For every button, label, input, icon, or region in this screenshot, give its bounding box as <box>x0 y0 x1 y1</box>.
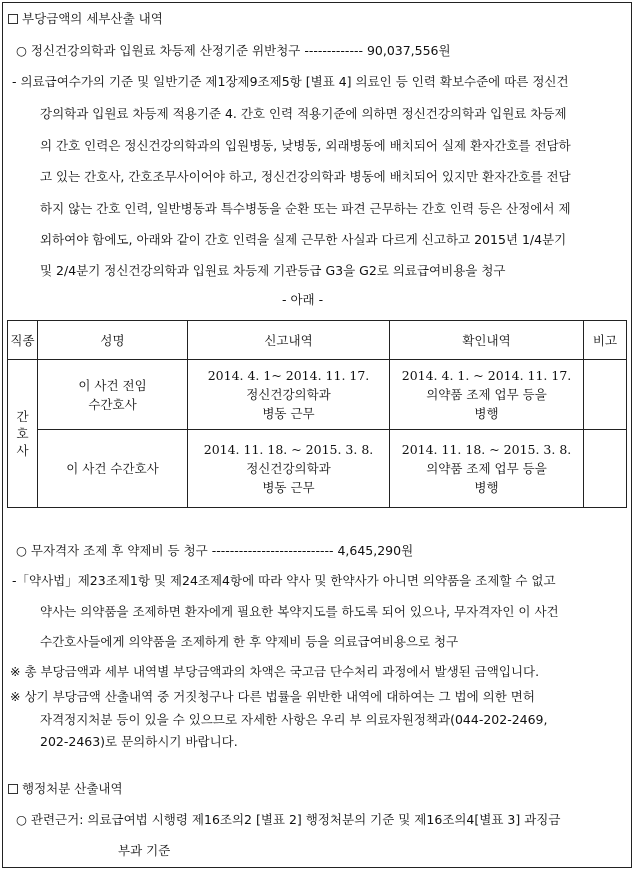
note-cell <box>584 430 627 508</box>
footnote-line: 자격정지처분 등이 있을 수 있으므로 자세한 사항은 우리 부 의료자원정책과(044-202-2469, <box>40 712 548 727</box>
table-row <box>8 360 627 430</box>
header-name: 성명 <box>38 321 188 360</box>
list-item: ○ 무자격자 조제 후 약제비 등 청구 --------------------------- 4,645,290원 <box>16 543 414 558</box>
confirmed-cell: 2014. 4. 1. ~ 2014. 11. 17. 의약품 조제 업무 등을 병행 <box>390 360 584 430</box>
list-item: ○ 관련근거: 의료급여법 시행령 제16조의2 [별표 2] 행정처분의 기준 및 제16조의4[별표 3] 과징금 <box>16 812 561 827</box>
paragraph-line: 고 있는 간호사, 간호조무사이어야 하고, 정신건강의학과 병동에 배치되어 있지만 환자간호를 전담 <box>40 169 571 184</box>
job-cell: 간호사 <box>8 360 38 508</box>
below-label: - 아래 - <box>282 292 324 307</box>
paragraph-line: 하지 않는 간호 인력, 일반병동과 특수병동을 순환 또는 파견 근무하는 간호 인력 등은 산정에서 제 <box>40 201 571 216</box>
footnote-line: 202-2463)로 문의하시기 바랍니다. <box>40 734 238 749</box>
header-reported: 신고내역 <box>188 321 390 360</box>
table-header-row <box>8 321 627 360</box>
footnote: ※ 총 부당금액과 세부 내역별 부당금액과의 차액은 국고금 단수처리 과정에서 발생된 금액입니다. <box>10 664 540 679</box>
list-item-continuation: 부과 기준 <box>118 843 171 858</box>
paragraph-line: 약사는 의약품을 조제하면 환자에게 필요한 복약지도를 하도록 되어 있으나, 무자격자인 이 사건 <box>40 604 559 619</box>
name-cell: 이 사건 수간호사 <box>38 430 188 508</box>
list-item: ○ 정신건강의학과 입원료 차등제 산정기준 위반청구 ------------- 90,037,556원 <box>16 43 451 58</box>
paragraph-line: 수간호사들에게 의약품을 조제하게 한 후 약제비 등을 의료급여비용으로 청구 <box>40 634 459 649</box>
note-cell <box>584 360 627 430</box>
paragraph-line: - 의료급여수가의 기준 및 일반기준 제1장제9조제5항 [별표 4] 의료인 등 인력 확보수준에 따른 정신건 <box>12 74 569 89</box>
paragraph-line: 및 2/4분기 정신건강의학과 입원료 차등제 기관등급 G3을 G2로 의료급여비용을 청구 <box>40 263 506 278</box>
section-heading <box>8 781 123 797</box>
reported-cell: 2014. 11. 18. ~ 2015. 3. 8. 정신건강의학과 병동 근무 <box>188 430 390 508</box>
details-table <box>7 320 627 508</box>
confirmed-cell: 2014. 11. 18. ~ 2015. 3. 8. 의약품 조제 업무 등을 병행 <box>390 430 584 508</box>
header-job: 직종 <box>8 321 38 360</box>
header-note: 비고 <box>584 321 627 360</box>
paragraph-line: 강의학과 입원료 차등제 적용기준 4. 간호 인력 적용기준에 의하면 정신건강의학과 입원료 차등제 <box>40 106 567 121</box>
header-confirmed: 확인내역 <box>390 321 584 360</box>
name-cell: 이 사건 전임 수간호사 <box>38 360 188 430</box>
section-title: 행정처분 산출내역 <box>22 781 123 796</box>
reported-cell: 2014. 4. 1~ 2014. 11. 17. 정신건강의학과 병동 근무 <box>188 360 390 430</box>
paragraph-line: 외하여야 함에도, 아래와 같이 간호 인력을 실제 근무한 사실과 다르게 신고하고 2015년 1/4분기 <box>40 232 567 247</box>
checkbox-square-icon <box>8 14 18 24</box>
table-row <box>8 430 627 508</box>
section-heading <box>8 11 163 27</box>
paragraph-line: 의 간호 인력은 정신건강의학과의 입원병동, 낮병동, 외래병동에 배치되어 실제 환자간호를 전담하 <box>40 138 571 153</box>
section-title: 부당금액의 세부산출 내역 <box>22 11 163 26</box>
paragraph-line: -「약사법」제23조제1항 및 제24조제4항에 따라 약사 및 한약사가 아니면 의약품을 조제할 수 없고 <box>12 573 556 588</box>
checkbox-square-icon <box>8 784 18 794</box>
footnote: ※ 상기 부당금액 산출내역 중 거짓청구나 다른 법률을 위반한 내역에 대하여는 그 법에 의한 면허 <box>10 689 535 704</box>
